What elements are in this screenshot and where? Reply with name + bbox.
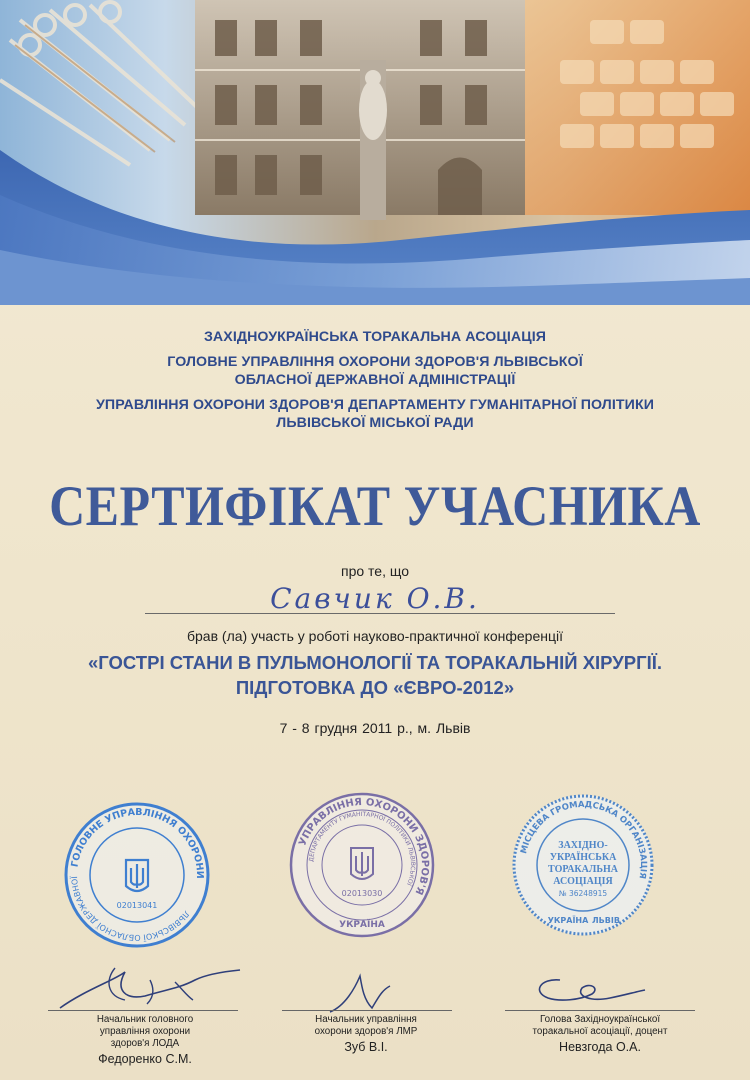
participant-name-field xyxy=(135,582,615,622)
participant-name: Савчик О.В. xyxy=(270,582,480,615)
participation-text: брав (ла) участь у роботі науково-практичної конференції xyxy=(187,628,563,644)
stamp-3-line-3: ТОРАКАЛЬНА xyxy=(548,864,618,875)
signature-line-2 xyxy=(282,1010,452,1011)
stamp-2-text: УПРАВЛІННЯ ОХОРОНИ ЗДОРОВ'Я xyxy=(297,796,431,897)
conference-title-line-1: «ГОСТРІ СТАНИ В ПУЛЬМОНОЛОГІЇ ТА ТОРАКАЛЬНІЙ ХІРУРГІЇ. xyxy=(87,652,662,673)
stamp-2-country: УКРАЇНА xyxy=(339,920,385,930)
stamp-3-text: МІСЦЕВА ГРОМАДСЬКА ОРГАНІЗАЦІЯ xyxy=(519,799,649,880)
signer-2-position-line-1: Начальник управління xyxy=(315,1014,417,1025)
name-underline xyxy=(145,613,615,614)
signer-1 xyxy=(55,1014,235,1067)
stamp-3-line-1: ЗАХІДНО- xyxy=(558,840,608,851)
stamp-regional-health-department xyxy=(62,800,212,950)
stamp-thoracic-association xyxy=(508,790,658,940)
stamp-3-code: № 36248915 xyxy=(558,889,608,898)
conference-title-line-2: ПІДГОТОВКА ДО «ЄВРО-2012» xyxy=(235,677,515,698)
signature-3 xyxy=(520,970,650,1015)
about-label: про те, що xyxy=(340,563,409,579)
organization-line-1: ЗАХІДНОУКРАЇНСЬКА ТОРАКАЛЬНА АСОЦІАЦІЯ xyxy=(203,329,547,345)
stamp-1-text-2: ЛЬВІВСЬКОЇ ОБЛАСНОЇ ДЕРЖАВНОЇ xyxy=(70,876,192,943)
signer-3 xyxy=(500,1014,700,1055)
stamp-1-code: 02013041 xyxy=(116,901,158,910)
signer-3-position-line-2: торакальної асоціації, доцент xyxy=(532,1026,668,1037)
header-illustration xyxy=(0,0,750,305)
signer-3-name: Невзгода О.А. xyxy=(559,1040,641,1054)
stamp-3-line-4: АСОЦІАЦІЯ xyxy=(553,876,613,887)
date-place: 7 - 8 грудня 2011 р., м. Львів xyxy=(279,720,471,736)
stamp-3-country: УКРАЇНА xyxy=(547,916,589,925)
signer-1-position-line-2: управління охорони xyxy=(99,1026,191,1037)
signer-2-position-line-2: охорони здоров'я ЛМР xyxy=(314,1026,418,1037)
organizations-block xyxy=(40,328,710,432)
signer-3-position-line-1: Голова Західноукраїнської xyxy=(539,1014,661,1025)
signer-1-position-line-3: здоров'я ЛОДА xyxy=(110,1038,180,1049)
organization-line-5: ЛЬВІВСЬКОЇ МІСЬКОЇ РАДИ xyxy=(276,415,474,431)
organization-line-4: УПРАВЛІННЯ ОХОРОНИ ЗДОРОВ'Я ДЕПАРТАМЕНТУ ГУМАНІТАРНОЇ ПОЛІТИКИ xyxy=(95,397,655,413)
header-photo-collage xyxy=(0,0,750,305)
organization-line-2: ГОЛОВНЕ УПРАВЛІННЯ ОХОРОНИ ЗДОРОВ'Я ЛЬВІВСЬКОЇ xyxy=(167,354,583,370)
signature-line-1 xyxy=(48,1010,238,1011)
stamp-city-health-department xyxy=(287,790,437,940)
certificate-title: СЕРТИФІКАТ УЧАСНИКА xyxy=(49,473,701,538)
stamp-1-text: ГОЛОВНЕ УПРАВЛІННЯ ОХОРОНИ xyxy=(69,806,206,879)
signature-line-3 xyxy=(505,1010,695,1011)
signature-1 xyxy=(55,960,245,1020)
stamp-3-city: ЛЬВІВ xyxy=(592,916,620,925)
signer-2-name: Зуб В.І. xyxy=(344,1040,388,1054)
organization-line-3: ОБЛАСНОЇ ДЕРЖАВНОЇ АДМІНІСТРАЦІЇ xyxy=(234,372,516,388)
stamp-2-code: 02013030 xyxy=(341,889,383,898)
conference-title xyxy=(0,650,750,700)
signer-2 xyxy=(286,1014,446,1055)
stamp-3-line-2: УКРАЇНСЬКА xyxy=(549,852,617,863)
signer-1-name: Федоренко С.М. xyxy=(98,1052,192,1066)
stamp-2-text-2: ДЕПАРТАМЕНТУ ГУМАНІТАРНОЇ ПОЛІТИКИ ЛЬВІВСЬКОЇ xyxy=(308,810,417,887)
signer-1-position-line-1: Начальник головного xyxy=(96,1014,194,1025)
